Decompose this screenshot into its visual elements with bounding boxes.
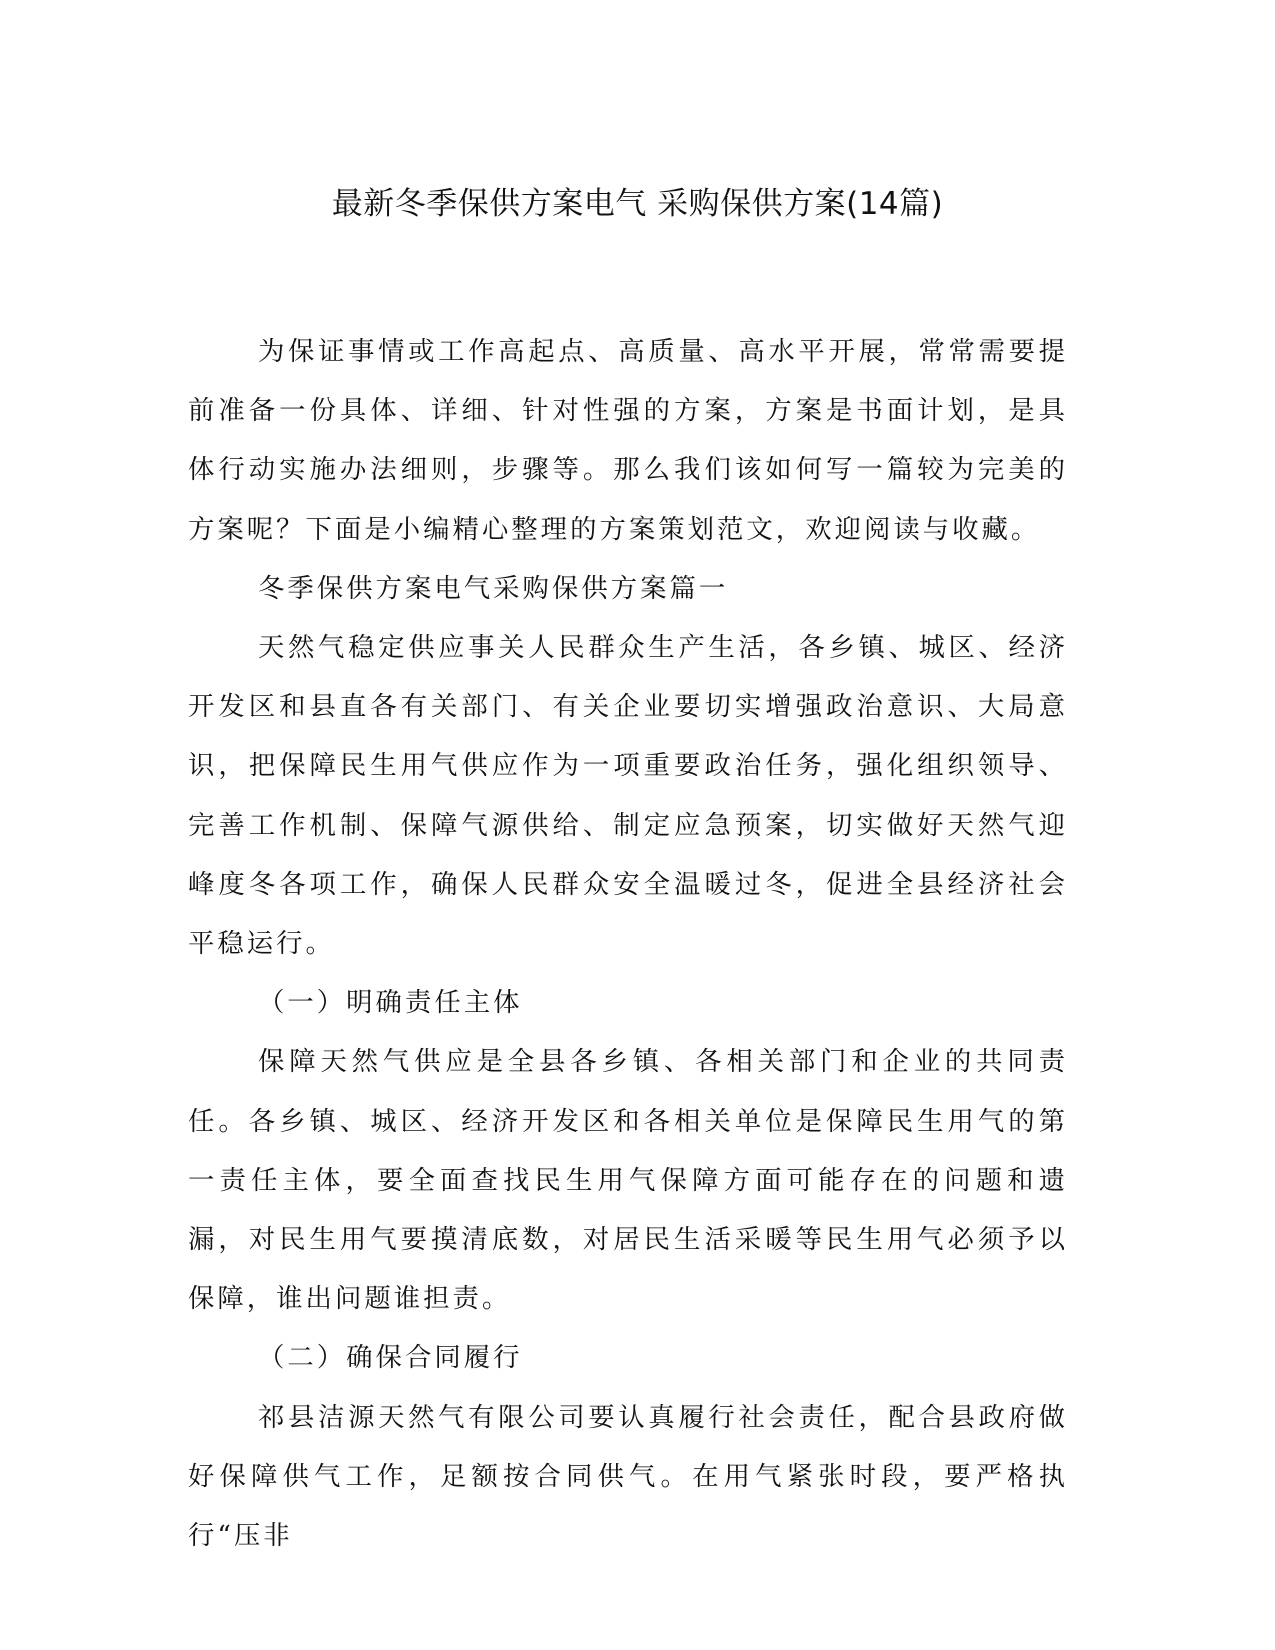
document-title: 最新冬季保供方案电气 采购保供方案(14篇) [331, 186, 944, 222]
intro-paragraph: 为保证事情或工作高起点、高质量、高水平开展，常常需要提前准备一份具体、详细、针对性强的方案，方案是书面计划，是具体行动实施办法细则，步骤等。那么我们该如何写一篇较为完美的方案呢？下面是小编精心整理的方案策划范文，欢迎阅读与收藏。 [188, 336, 1068, 545]
section-heading-part-one: 冬季保供方案电气采购保供方案篇一 [258, 572, 729, 604]
document-body [188, 322, 1068, 1565]
subsection-heading-2: （二）确保合同履行 [258, 1342, 523, 1374]
body-paragraph: 天然气稳定供应事关人民群众生产生活，各乡镇、城区、经济开发区和县直各有关部门、有关企业要切实增强政治意识、大局意识，把保障民生用气供应作为一项重要政治任务，强化组织领导、完善工作机制、保障气源供给、制定应急预案，切实做好天然气迎峰度冬各项工作，确保人民群众安全温暖过冬，促进全县经济社会平稳运行。 [188, 632, 1068, 960]
body-paragraph: 祁县洁源天然气有限公司要认真履行社会责任，配合县政府做好保障供气工作，足额按合同供气。在用气紧张时段，要严格执行“压非 [188, 1401, 1068, 1552]
subsection-heading-1: （一）明确责任主体 [258, 987, 523, 1019]
body-paragraph: 保障天然气供应是全县各乡镇、各相关部门和企业的共同责任。各乡镇、城区、经济开发区和各相关单位是保障民生用气的第一责任主体，要全面查找民生用气保障方面可能存在的问题和遗漏，对民生用气要摸清底数，对居民生活采暖等民生用气必须予以保障，谁出问题谁担责。 [188, 1046, 1068, 1315]
